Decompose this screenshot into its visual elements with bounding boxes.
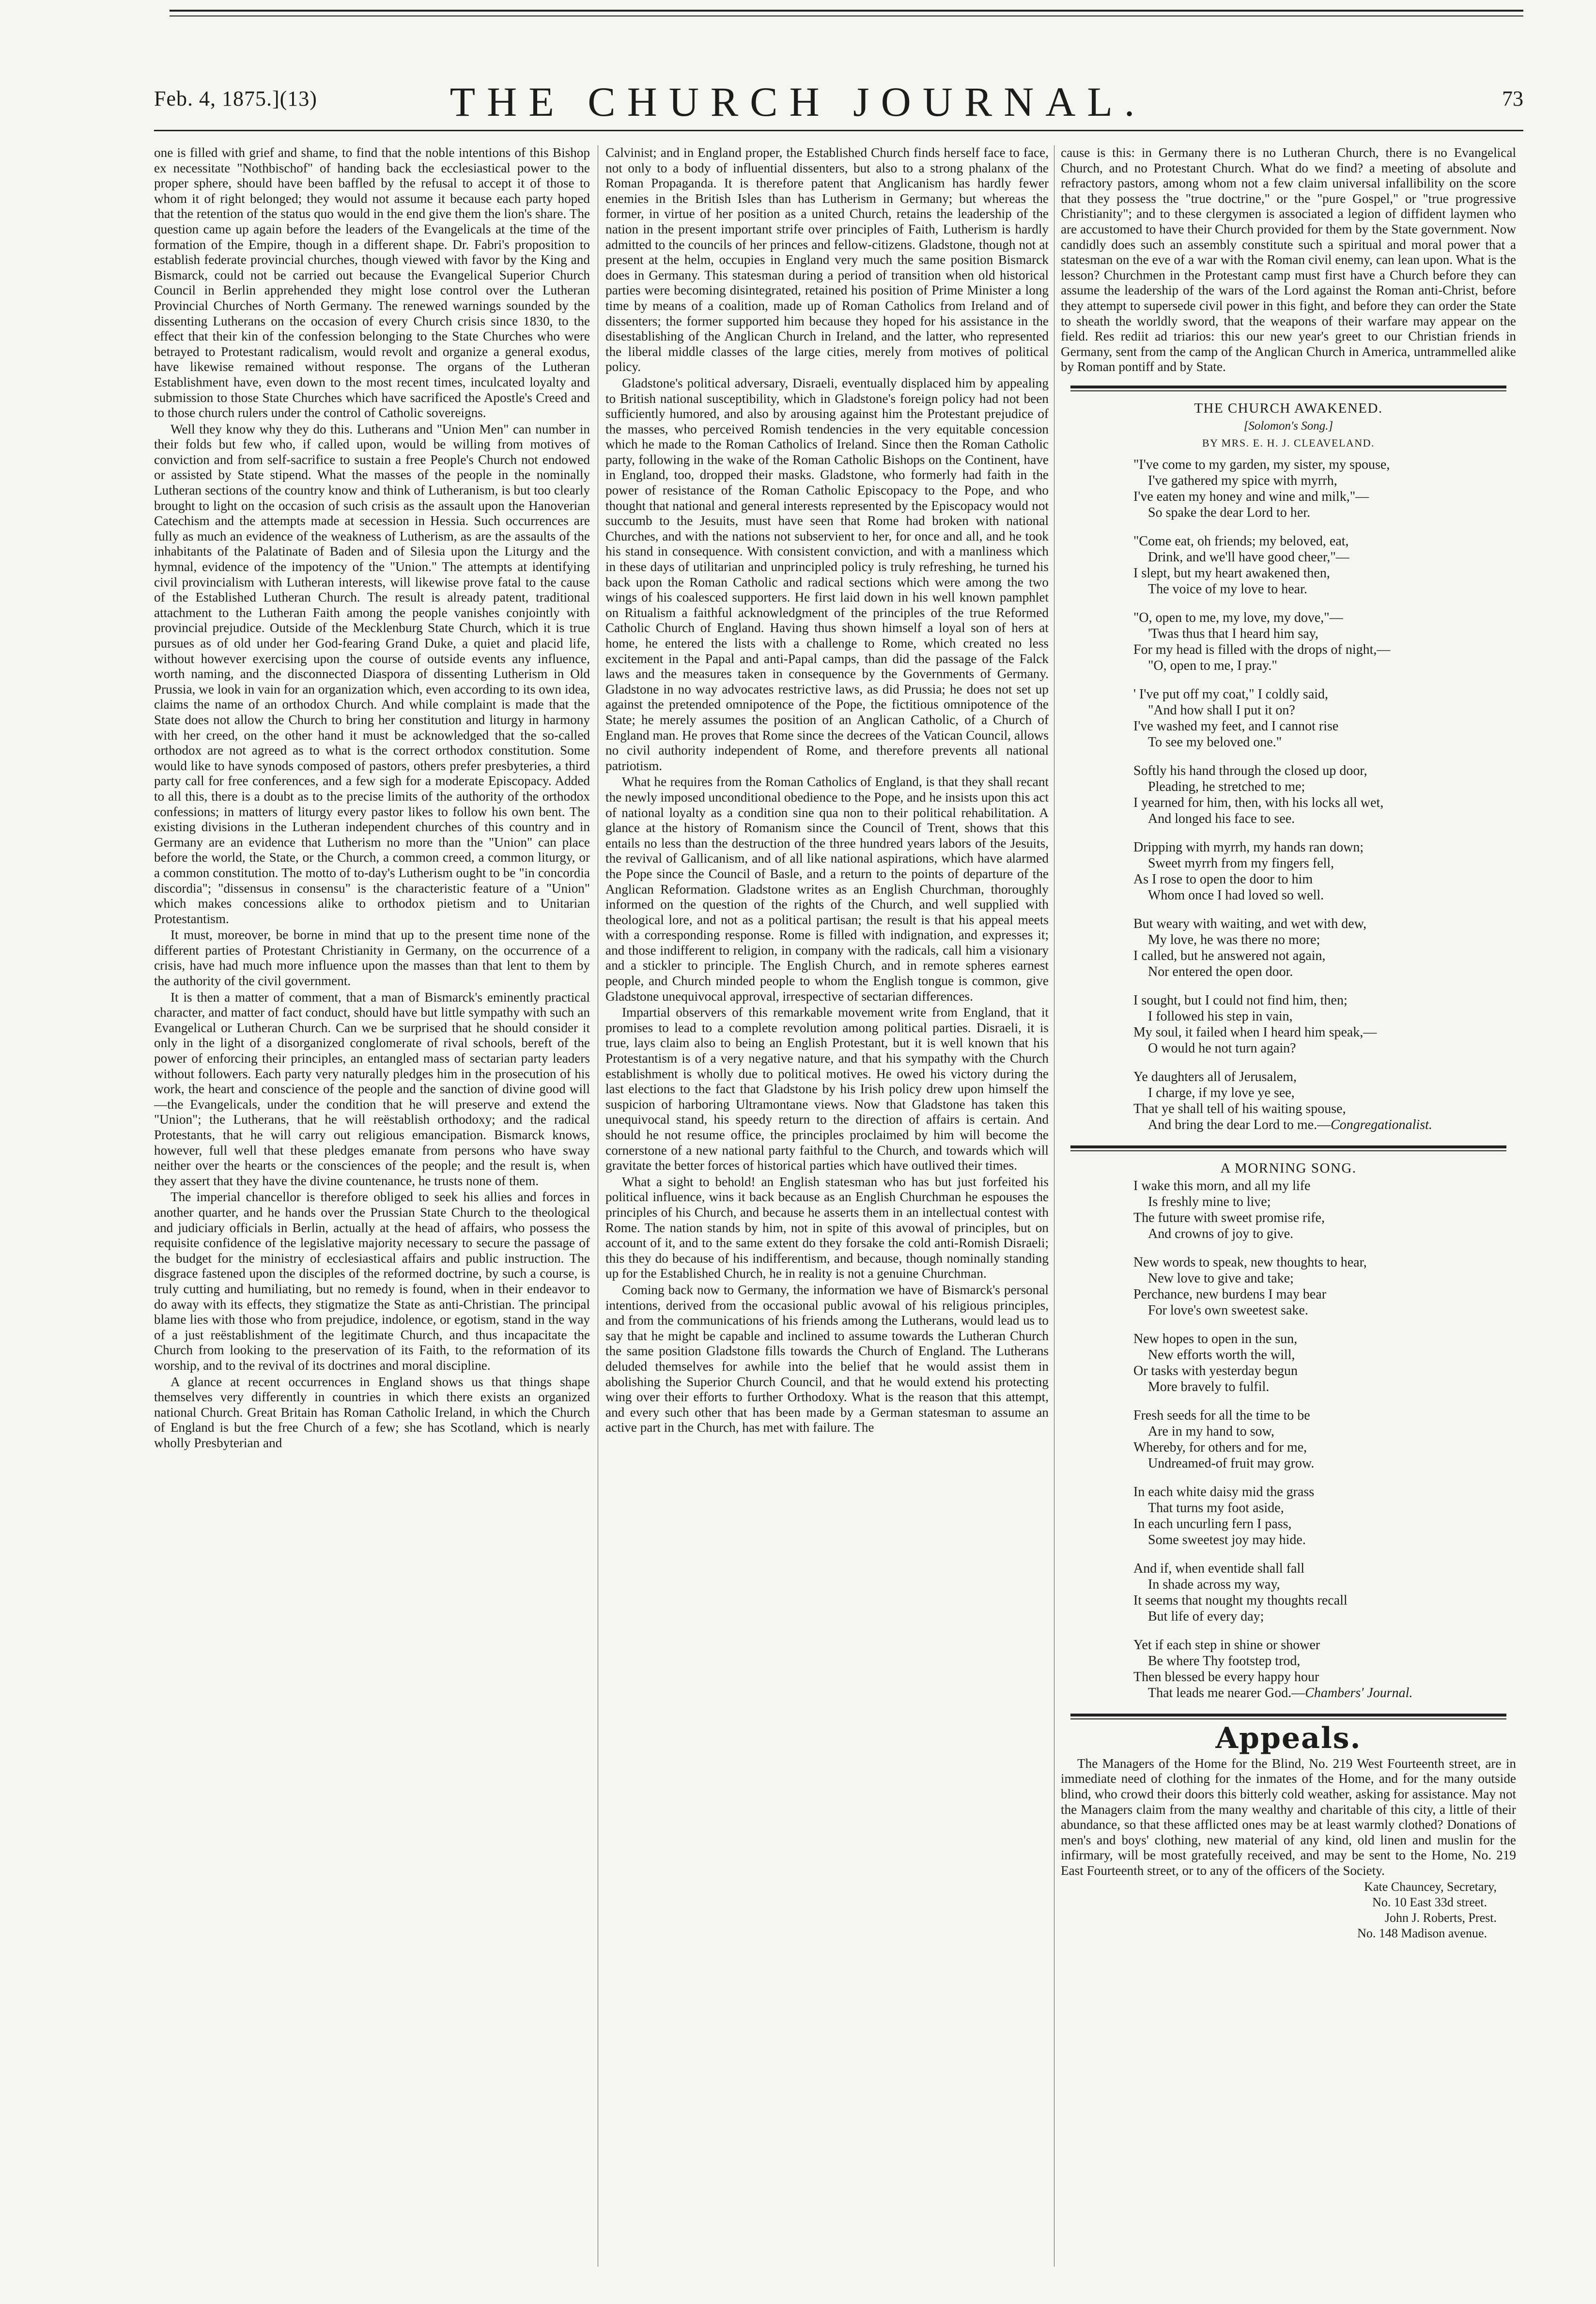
signature-address: No. 10 East 33d street.	[1372, 1895, 1487, 1909]
paragraph: cause is this: in Germany there is no Lutheran Church, there is no Evangelical Church, and no Protestant Church. What do we find? a meeting of absolute and refractory pastors, among whom not a few claim universal infallibility on the score that they possess the "true doctrine," or the "pure Gospel," or "true progressive Christianity"; and to these clergymen is associated a legion of diffident laymen who are accustomed to have their Church provided for them by the State government. Now candidly does such an assembly constitute such a spiritual and moral power that a statesman on the eve of a war with the Roman civil enemy, can lean upon. What is the lesson? Churchmen in the Protestant camp must first have a Church before they can assume the leadership of the wars of the Lord against the Roman anti-Christ, before they attempt to supersede civil power in this fight, and before they can order the State to sheath the worldly sword, that the weapons of their warfare may appear on the field. Res rediit ad triarios: this our new year's greet to our Christian friends in Germany, sent from the camp of the Anglican Church in America, untrammelled alike by Roman pontiff and by State.	[1061, 145, 1516, 374]
paragraph: one is filled with grief and shame, to find that the noble intentions of this Bishop ex necessitate "Nothbischof" of handing back the ecclesiastical power to the proper sphere, should have been baffled by the refusal to accept it of those to whom it of right belonged; they would not assume it because each party hoped that the retention of the status quo would in the end give them the lion's share. The question came up again before the leaders of the Evangelicals at the time of the formation of the Empire, though in a different shape. Dr. Fabri's proposition to establish federate provincial churches, though viewed with favor by the King and Bismarck, could not be carried out because the Evangelical Superior Church Council in Berlin apprehended they might lose control over the Lutheran Provincial Churches of North Germany. The renewed warnings sounded by the dissenting Lutherans on the occasion of every Church crisis since 1830, to the effect that their kin of the confession belonging to the State Churches who were betrayed to Protestant radicalism, would revolt and organize a general exodus, have likewise remained without response. The organs of the Lutheran Establishment have, even down to the most recent times, inculcated loyalty and submission to those State Churches which have sacrificed the Apostle's Creed and to those church rulers under the control of Catholic sovereigns.	[154, 145, 590, 420]
signature-name: John J. Roberts, Prest.	[1384, 1910, 1497, 1925]
poem-line: New love to give and take;	[1148, 1271, 1294, 1286]
poem-line: In each white daisy mid the grass	[1133, 1484, 1315, 1500]
poem-line: And crowns of joy to give.	[1148, 1226, 1294, 1242]
article-column-1	[154, 145, 590, 2267]
poem-morning-song	[1061, 1161, 1516, 1701]
top-border-rule	[0, 10, 1596, 18]
poem-line: I've gathered my spice with myrrh,	[1148, 473, 1337, 488]
poem-byline: BY MRS. E. H. J. CLEAVELAND.	[1202, 437, 1375, 449]
poem-line: New words to speak, new thoughts to hear,	[1133, 1255, 1367, 1270]
poem-line: Are in my hand to sow,	[1148, 1424, 1275, 1439]
poem-line: "And how shall I put it on?	[1148, 702, 1295, 718]
poem-line: That ye shall tell of his waiting spouse,	[1133, 1101, 1346, 1116]
paragraph: It is then a matter of comment, that a man of Bismarck's eminently practical character, and matter of fact conduct, should have but little sympathy with such an Evangelical or Lutheran Church. Can we be surprised that he should consider it only in the light of a disorganized conglomerate of rival schools, bereft of the power of enforcing their principles, an entangled mass of sectarian party leaders without followers. Each party very naturally pledges him in the prosecution of his work, the heart and conscience of the people and the sanction of divine good will—the Evangelicals, under the condition that he will preserve and extend the "Union"; the Lutherans, that he will reëstablish orthodoxy; and the radical Protestants, that he will carry out religious emancipation. Bismarck knows, however, full well that these pledges emanate from persons who have sway neither over the hearts or the consciences of the people; and the result is, when they assert that they have the divine countenance, he trusts none of them.	[154, 990, 590, 1188]
poem-line: Is freshly mine to live;	[1148, 1194, 1271, 1210]
poem-line: And if, when eventide shall fall	[1133, 1561, 1305, 1577]
stanza	[1133, 1254, 1516, 1318]
poem-title: THE CHURCH AWAKENED.	[1194, 400, 1383, 416]
poem-line: Or tasks with yesterday begun	[1133, 1363, 1298, 1379]
poem-line: My soul, it failed when I heard him speak,—	[1133, 1024, 1377, 1040]
poem-line: I followed his step in vain,	[1148, 1008, 1293, 1024]
poem-line: Whereby, for others and for me,	[1133, 1440, 1307, 1455]
article-column-3	[1061, 145, 1516, 2267]
newspaper-title: THE CHURCH JOURNAL.	[449, 78, 1147, 125]
section-divider	[1070, 1714, 1506, 1719]
paragraph: Calvinist; and in England proper, the Established Church finds herself face to face, not only to a body of influential dissenters, but also to a strong phalanx of the Roman Propaganda. It is therefore patent that Anglicanism has hardly fewer enemies in the British Isles than has Lutherism in Germany; but whereas the former, in virtue of her position as a united Church, retains the leadership of the nation in the present important strife over principles of Faith, Lutherism is hardly admitted to the councils of her princes and fellow-citizens. Gladstone, though not at present at the helm, occupies in England very much the same position Bismarck does in Germany. This statesman during a period of transition when old historical parties were becoming disintegrated, retained his position of Prime Minister a long time by means of a coalition, made up of Roman Catholics from Ireland and of dissenters; the former supported him because they hoped for his assistance in the disestablishing of the Anglican Church in Ireland, and the latter, who represented the liberal middle classes of the large cities, merely from motives of political policy.	[605, 145, 1049, 374]
poem-line: "I've come to my garden, my sister, my spouse,	[1133, 457, 1390, 472]
stanza	[1133, 686, 1516, 750]
poem-line: Perchance, new burdens I may bear	[1133, 1287, 1327, 1302]
stanza	[1133, 1407, 1516, 1471]
poem-line: Some sweetest joy may hide.	[1148, 1532, 1306, 1548]
poem-line: ' I've put off my coat," I coldly said,	[1133, 686, 1329, 702]
section-divider	[1070, 1145, 1506, 1151]
poem-line: New efforts worth the will,	[1148, 1347, 1295, 1363]
poem-line: But life of every day;	[1148, 1609, 1264, 1624]
signature-name: Kate Chauncey, Secretary,	[1364, 1879, 1497, 1894]
signature-address: No. 148 Madison avenue.	[1357, 1926, 1487, 1940]
masthead-rule	[154, 130, 1523, 131]
stanza	[1133, 1561, 1516, 1624]
poem-line: In each uncurling fern I pass,	[1133, 1516, 1292, 1532]
poem-line: I charge, if my love ye see,	[1148, 1085, 1295, 1100]
poem-line: The voice of my love to hear.	[1148, 581, 1307, 597]
poem-line: I've washed my feet, and I cannot rise	[1133, 718, 1339, 734]
stanza	[1133, 1069, 1516, 1133]
poem-line: I called, but he answered not again,	[1133, 948, 1326, 963]
stanza	[1133, 1331, 1516, 1395]
poem-line: Undreamed-of fruit may grow.	[1148, 1456, 1315, 1471]
poem-line: Yet if each step in shine or shower	[1133, 1638, 1320, 1653]
poem-title: A MORNING SONG.	[1220, 1160, 1357, 1176]
poem-line: Dripping with myrrh, my hands ran down;	[1133, 839, 1364, 855]
poem-line: "O, open to me, my love, my dove,"—	[1133, 610, 1343, 625]
poem-line: Drink, and we'll have good cheer,"—	[1148, 549, 1349, 565]
poem-line: To see my beloved one."	[1148, 734, 1282, 750]
poem-attribution: [Solomon's Song.]	[1243, 419, 1333, 433]
poem-line: I slept, but my heart awakened then,	[1133, 565, 1330, 581]
paragraph: Coming back now to Germany, the information we have of Bismarck's personal intentions, derived from the occasional public avowal of his religious principles, and from the communications of his friends among the Lutherans, would lead us to say that he might be capable and inclined to assume towards the Lutheran Church the same position Gladstone fills towards the Church of England. The Lutherans deluded themselves for awhile into the belief that he would assist them in abolishing the Superior Church Council, and that he would extend his protecting wing over their efforts to further Orthodoxy. What is the reason that this attempt, and every such other that has been made by a German statesman to assume an active part in the Church, has met with failure. The	[605, 1282, 1049, 1435]
poem-line: Fresh seeds for all the time to be	[1133, 1408, 1310, 1423]
poem-line: Pleading, he stretched to me;	[1148, 779, 1305, 794]
poem-line: I sought, but I could not find him, then;	[1133, 992, 1348, 1008]
poem-line: It seems that nought my thoughts recall	[1133, 1593, 1348, 1608]
poem-source: Congregationalist.	[1331, 1117, 1432, 1132]
stanza	[1133, 533, 1516, 597]
poem-church-awakened	[1061, 401, 1516, 1133]
poem-line: For love's own sweetest sake.	[1148, 1303, 1308, 1318]
masthead	[0, 73, 1596, 131]
poem-line: I've eaten my honey and wine and milk,"—	[1133, 489, 1369, 504]
poem-line: "Come eat, oh friends; my beloved, eat,	[1133, 533, 1349, 549]
poem-line: Softly his hand through the closed up door,	[1133, 763, 1367, 778]
article-column-2	[605, 145, 1049, 2267]
paragraph: Gladstone's political adversary, Disraeli, eventually displaced him by appealing to British national susceptibility, which in Gladstone's foreign policy had not been sufficiently humored, and also by arousing against him the Protestant prejudice of the masses, who perceived Romish tendencies in the very equitable concession which he made to the Roman Catholics of Ireland. Since then the Roman Catholic party, following in the wake of the Roman Catholic Bishops on the Continent, have in England, too, dropped their masks. Gladstone, who formerly had faith in the power of resistance of the Roman Catholic Episcopacy to the Pope, and who thought that national and general interests represented by the Episcopacy would not succumb to the Jesuits, must have seen that Rome had broken with national Churches, and with the nations not subservient to her, for once and all, and he took his stand in consequence. With consistent conviction, and with a manliness which in these days of utilitarian and unprincipled policy is truly refreshing, he turned his back upon the Roman Catholic and radical sections which were among the two wings of his coalesced supporters. He first laid down in his well known pamphlet on Ritualism a faithful acknowledgment of the principles of the true Reformed Catholic Church of England. Having thus shown himself a loyal son of hers at home, he entered the lists with a challenge to Rome, which created no less excitement in the Papal and anti-Papal camps, than did the passage of the Falck laws and the measures taken in consequence by the Governments of Germany. Gladstone in no way advocates restrictive laws, as did Prussia; he does not set up against the pretended omnipotence of the Pope, the fictitious omnipotence of the State; he merely assumes the position of an Anglican Catholic, of a Church of England man. He proves that Rome since the decrees of the Vatican Council, allows no civil authority independent of Rome, and therefore prevents all national patriotism.	[605, 375, 1049, 773]
poem-line: O would he not turn again?	[1148, 1040, 1296, 1056]
stanza	[1133, 992, 1516, 1056]
paragraph: What a sight to behold! an English statesman who has but just forfeited his political influence, wins it back because as an English Churchman he espouses the principles of his Church, and because he asserts them in an intellectual contest with Rome. The nation stands by him, not in spite of this avowal of principles, but on account of it, and to the same extent do they forsake the cold anti-Romish Disraeli; this they do because of his indifferentism, and because, though nominally standing up for the Established Church, he in reality is not a genuine Churchman.	[605, 1174, 1049, 1281]
stanza	[1133, 610, 1516, 674]
poem-line: And bring the dear Lord to me.—Congregationalist.	[1148, 1117, 1432, 1132]
poem-line: That turns my foot aside,	[1148, 1500, 1284, 1516]
page-number: 73	[1502, 87, 1523, 110]
poem-line: Whom once I had loved so well.	[1148, 887, 1324, 903]
poem-line: That leads me nearer God.—Chambers' Journal.	[1148, 1685, 1413, 1701]
issue-date: Feb. 4, 1875.](13)	[154, 87, 317, 110]
poem-line: New hopes to open in the sun,	[1133, 1331, 1298, 1347]
poem-line: Then blessed be every happy hour	[1133, 1670, 1319, 1685]
stanza	[1133, 1637, 1516, 1701]
appeals-heading: Appeals.	[1215, 1721, 1362, 1756]
paragraph: Well they know why they do this. Lutherans and "Union Men" can number in their folds but few who, if called upon, would be willing from motives of conviction and from self-sacrifice to sustain a free People's Church not endowed or assisted by State stipend. What the masses of the people in the nominally Lutheran sections of the country know and think of Lutheranism, is but too clearly brought to light on the occasion of such crisis as the assault upon the Hanoverian Catechism and the attempts made at secession in Hessia. Such occurrences are fully as much an evidence of the weakness of Lutherism, as are the assaults of the inhabitants of the Palatinate of Baden and of Silesia upon the Liturgy and the hymnal, evidence of the impotency of the "Union." The attempts at identifying civil provincialism with Lutheran interests, will likewise prove fatal to the cause of the Established Lutheran Church. The result is already patent, traditional attachment to the Lutheran Faith among the people vanishes conjointly with provincial prejudice. Outside of the Mecklenburg State Church, which it is true pursues as of old under her God-fearing Grand Duke, a quiet and placid life, without however exercising upon the course of outside events any influence, worth naming, and the disconnected Diaspora of dissenting Lutherism in Old Prussia, we look in vain for an organization which, even according to its own idea, claims the name of an orthodox Church. And while complaint is made that the State does not allow the Church to bring her constitution and liturgy in harmony with her creed, on the other hand it must be acknowledged that the so-called orthodox are not agreed as to what is the correct orthodox constitution. Some would like to have synods composed of pastors, others prefer presbyteries, a third party call for free conferences, and a few sigh for a moderate Episcopacy. Added to all this, there is a doubt as to the precise limits of the authority of the orthodox confessions; in matters of liturgy every pastor likes to follow his own bent. The existing divisions in the Lutheran independent churches of this country and in Germany are an evidence that Lutherism no more than the "Union" can place before the world, the State, or the Church, a common creed, a common liturgy, or a common constitution. The motto of to-day's Lutherism ought to be "in concordia discordia"; "dissensus in consensu" is the characteristic feature of a "Union" which makes concessions alike to orthodox pietism and to Unitarian Protestantism.	[154, 421, 590, 926]
poem-line: Nor entered the open door.	[1148, 964, 1293, 979]
poem-line: 'Twas thus that I heard him say,	[1148, 626, 1318, 641]
poem-line: For my head is filled with the drops of night,—	[1133, 642, 1391, 657]
paragraph: It must, moreover, be borne in mind that up to the present time none of the different parties of Protestant Christianity in Germany, on the occurrence of a crisis, have had much more influence upon the masses than that lent to them by the authority of the civil government.	[154, 928, 590, 989]
stanza	[1133, 839, 1516, 903]
paragraph: Impartial observers of this remarkable movement write from England, that it promises to lead to a complete revolution among political parties. Disraeli, it is true, lays claim also to being an English Protestant, but it is well known that his Protestantism is of a very negative nature, and that his sympathy with the Church establishment is wholly due to political motives. He owed his victory during the last elections to the fact that Gladstone by his Irish policy drew upon himself the suspicion of harboring Ultramontane views. Now that Gladstone has taken this unequivocal stand, his speedy return to the direction of affairs is certain. And should he not resume office, the principles proclaimed by him will become the cornerstone of a new national party faithful to the Church, and towards which will gravitate the better forces of historical parties which have outlived their times.	[605, 1005, 1049, 1173]
poem-line: "O, open to me, I pray."	[1148, 658, 1277, 673]
poem-source: Chambers' Journal.	[1305, 1685, 1413, 1701]
poem-line: And longed his face to see.	[1148, 811, 1295, 826]
poem-line: In shade across my way,	[1148, 1577, 1280, 1593]
poem-line: My love, he was there no more;	[1148, 932, 1320, 947]
stanza	[1133, 1484, 1516, 1548]
poem-line: I wake this morn, and all my life	[1133, 1178, 1311, 1194]
poem-line: Be where Thy footstep trod,	[1148, 1654, 1301, 1669]
stanza	[1133, 1178, 1516, 1242]
poem-line: Sweet myrrh from my fingers fell,	[1148, 855, 1334, 871]
stanza	[1133, 916, 1516, 980]
appeals-body: The Managers of the Home for the Blind, No. 219 West Fourteenth street, are in immediate need of clothing for the inmates of the Home, and for the many outside blind, who crowd their doors this bitterly cold weather, asking for assistance. May not the Managers claim from the many wealthy and charitable of this city, a little of their abundance, so that these afflicted ones may be at least warmly clothed? Donations of men's and boys' clothing, new material of any kind, old linen and muslin for the infirmary, will be most gratefully received, and may be sent to the Home, No. 219 East Fourteenth street, or to any of the officers of the Society.	[1061, 1756, 1516, 1878]
poem-line: As I rose to open the door to him	[1133, 871, 1313, 887]
paragraph: What he requires from the Roman Catholics of England, is that they shall recant the newly imposed unconditional obedience to the Pope, and he insists upon this act of national loyalty as a condition sine qua non to their political rehabilitation. A glance at the history of Romanism since the Council of Trent, shows that this entails no less than the destruction of the three hundred years labors of the Jesuits, the revival of Gallicanism, and of all like national aspirations, which have alarmed the Pope since the Council of Basle, and a return to the points of departure of the Anglican Reformation. Gladstone writes as an English Churchman, thoroughly informed on the question of the rights of the Church, and well supplied with theological lore, and not as a political partisan; the result is that his appeal meets with a corresponding response. Rome is filled with indignation, and expresses it; and those indifferent to religion, in company with the radicals, call him a visionary and a stickler to principle. The English Church, and in remote spheres earnest people, and Church minded people to whom the English tongue is common, give Gladstone unequivocal approval, irrespective of sectarian differences.	[605, 774, 1049, 1004]
poem-line: The future with sweet promise rife,	[1133, 1210, 1325, 1226]
poem-line: More bravely to fulfil.	[1148, 1379, 1270, 1395]
appeals-section	[1061, 1721, 1516, 1940]
section-divider	[1070, 386, 1506, 391]
poem-line: I yearned for him, then, with his locks all wet,	[1133, 795, 1384, 810]
paragraph: A glance at recent occurrences in England shows us that things shape themselves very differently in countries in which there exists an organized national Church. Great Britain has Roman Catholic Ireland, in which the Church of England is but the free Church of a few; she has Scotland, which is nearly wholly Presbyterian and	[154, 1374, 590, 1450]
poem-line: So spake the dear Lord to her.	[1148, 505, 1311, 520]
paragraph: The imperial chancellor is therefore obliged to seek his allies and forces in another quarter, and he hands over the Prussian State Church to the theological and judiciary officials in Berlin, actually at the head of affairs, who possess the requisite confidence of the legislative majority necessary to secure the passage of the budget for the ministry of ecclesiastical affairs and public instruction. The disgrace fastened upon the disciples of the reformed doctrine, by such a course, is truly cutting and humiliating, but no remedy is found, when in their endeavor to do away with its effects, they stigmatize the State as anti-Christian. The principal blame lies with those who from prejudice, indolence, or egotism, stand in the way of a just reëstablishment of the legitimate Church, and thus incapacitate the Church from looking to the preservation of its Faith, to the reformation of its worship, and to the revival of its doctrines and moral discipline.	[154, 1190, 590, 1373]
stanza	[1133, 763, 1516, 827]
stanza	[1133, 457, 1516, 521]
poem-line: Ye daughters all of Jerusalem,	[1133, 1069, 1297, 1084]
poem-line: But weary with waiting, and wet with dew,	[1133, 916, 1367, 931]
